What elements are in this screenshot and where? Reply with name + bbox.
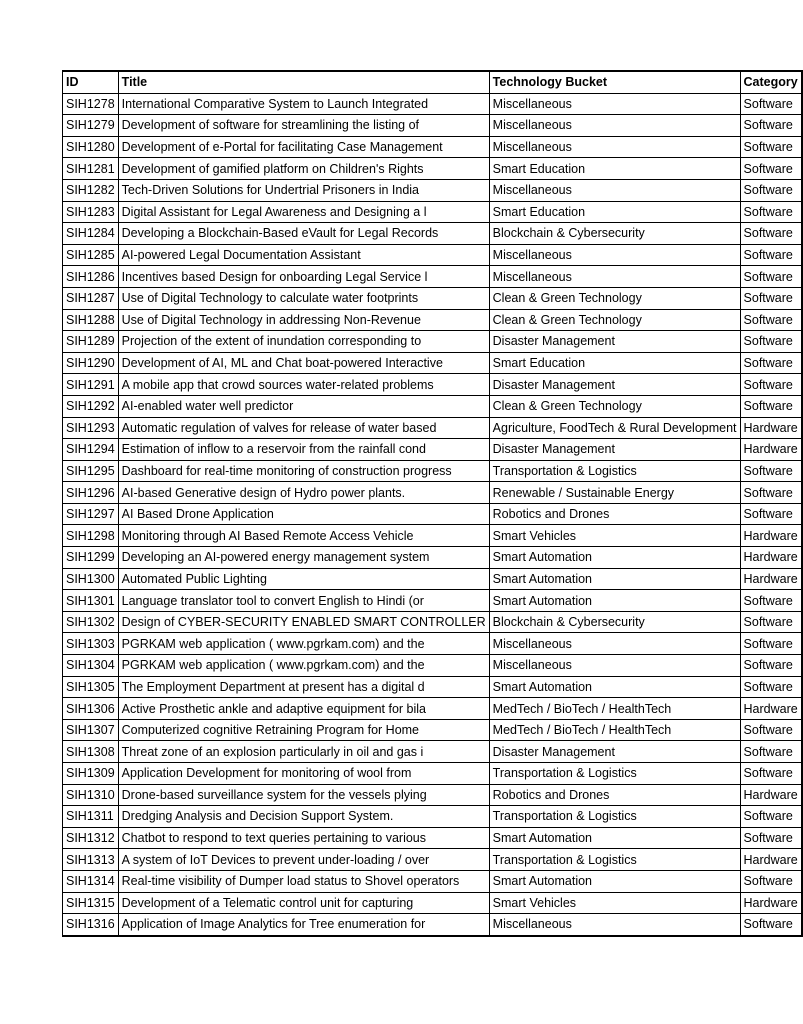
table-row bbox=[63, 849, 802, 871]
table-row bbox=[63, 503, 802, 525]
cell-title: PGRKAM web application ( www.pgrkam.com) and the bbox=[118, 655, 489, 677]
cell-category: Software bbox=[740, 503, 802, 525]
cell-title: AI Based Drone Application bbox=[118, 503, 489, 525]
table-row bbox=[63, 633, 802, 655]
cell-id: SIH1288 bbox=[63, 309, 119, 331]
cell-id: SIH1283 bbox=[63, 201, 119, 223]
cell-technology-bucket: Miscellaneous bbox=[489, 115, 740, 137]
cell-title: Computerized cognitive Retraining Program for Home bbox=[118, 719, 489, 741]
cell-technology-bucket: Disaster Management bbox=[489, 439, 740, 461]
cell-id: SIH1305 bbox=[63, 676, 119, 698]
header-id: ID bbox=[63, 71, 119, 93]
header-title: Title bbox=[118, 71, 489, 93]
header-row bbox=[63, 71, 802, 93]
cell-category: Hardware bbox=[740, 417, 802, 439]
cell-category: Software bbox=[740, 914, 802, 936]
table-row bbox=[63, 784, 802, 806]
cell-technology-bucket: Clean & Green Technology bbox=[489, 287, 740, 309]
cell-title: Development of e-Portal for facilitating Case Management bbox=[118, 136, 489, 158]
cell-id: SIH1287 bbox=[63, 287, 119, 309]
cell-category: Hardware bbox=[740, 698, 802, 720]
cell-title: Use of Digital Technology in addressing Non-Revenue bbox=[118, 309, 489, 331]
cell-category: Software bbox=[740, 741, 802, 763]
cell-technology-bucket: Smart Education bbox=[489, 201, 740, 223]
table-row bbox=[63, 547, 802, 569]
table-row bbox=[63, 892, 802, 914]
cell-technology-bucket: Transportation & Logistics bbox=[489, 806, 740, 828]
cell-id: SIH1311 bbox=[63, 806, 119, 828]
cell-id: SIH1302 bbox=[63, 611, 119, 633]
cell-technology-bucket: Renewable / Sustainable Energy bbox=[489, 482, 740, 504]
cell-technology-bucket: MedTech / BioTech / HealthTech bbox=[489, 698, 740, 720]
cell-id: SIH1297 bbox=[63, 503, 119, 525]
cell-technology-bucket: Smart Automation bbox=[489, 547, 740, 569]
table-row bbox=[63, 309, 802, 331]
cell-category: Software bbox=[740, 655, 802, 677]
table-row bbox=[63, 287, 802, 309]
cell-category: Software bbox=[740, 870, 802, 892]
cell-title: Application of Image Analytics for Tree enumeration for bbox=[118, 914, 489, 936]
cell-id: SIH1282 bbox=[63, 179, 119, 201]
cell-technology-bucket: Disaster Management bbox=[489, 741, 740, 763]
table-body bbox=[63, 93, 802, 936]
cell-technology-bucket: Miscellaneous bbox=[489, 914, 740, 936]
table-row bbox=[63, 870, 802, 892]
cell-title: Real-time visibility of Dumper load status to Shovel operators bbox=[118, 870, 489, 892]
table-row bbox=[63, 158, 802, 180]
cell-technology-bucket: Smart Automation bbox=[489, 676, 740, 698]
cell-title: Development of a Telematic control unit for capturing bbox=[118, 892, 489, 914]
cell-technology-bucket: Smart Automation bbox=[489, 590, 740, 612]
table-row bbox=[63, 611, 802, 633]
cell-category: Software bbox=[740, 633, 802, 655]
table-row bbox=[63, 179, 802, 201]
cell-title: The Employment Department at present has a digital d bbox=[118, 676, 489, 698]
cell-category: Hardware bbox=[740, 892, 802, 914]
cell-technology-bucket: Robotics and Drones bbox=[489, 784, 740, 806]
cell-category: Software bbox=[740, 676, 802, 698]
cell-category: Software bbox=[740, 374, 802, 396]
cell-title: AI-enabled water well predictor bbox=[118, 395, 489, 417]
cell-category: Software bbox=[740, 223, 802, 245]
cell-title: A system of IoT Devices to prevent under-loading / over bbox=[118, 849, 489, 871]
cell-technology-bucket: Miscellaneous bbox=[489, 136, 740, 158]
cell-id: SIH1280 bbox=[63, 136, 119, 158]
header-category: Category bbox=[740, 71, 802, 93]
table-row bbox=[63, 655, 802, 677]
cell-title: International Comparative System to Launch Integrated bbox=[118, 93, 489, 115]
table-row bbox=[63, 374, 802, 396]
cell-technology-bucket: Miscellaneous bbox=[489, 655, 740, 677]
cell-category: Hardware bbox=[740, 439, 802, 461]
cell-technology-bucket: Miscellaneous bbox=[489, 633, 740, 655]
cell-technology-bucket: Disaster Management bbox=[489, 374, 740, 396]
cell-id: SIH1307 bbox=[63, 719, 119, 741]
cell-id: SIH1303 bbox=[63, 633, 119, 655]
cell-title: Development of AI, ML and Chat boat-powered Interactive bbox=[118, 352, 489, 374]
cell-technology-bucket: Miscellaneous bbox=[489, 179, 740, 201]
cell-technology-bucket: Smart Automation bbox=[489, 568, 740, 590]
cell-title: AI-powered Legal Documentation Assistant bbox=[118, 244, 489, 266]
cell-technology-bucket: Miscellaneous bbox=[489, 244, 740, 266]
cell-id: SIH1313 bbox=[63, 849, 119, 871]
table-row bbox=[63, 676, 802, 698]
cell-technology-bucket: Disaster Management bbox=[489, 331, 740, 353]
cell-id: SIH1296 bbox=[63, 482, 119, 504]
cell-category: Hardware bbox=[740, 784, 802, 806]
cell-title: Dashboard for real-time monitoring of construction progress bbox=[118, 460, 489, 482]
cell-id: SIH1278 bbox=[63, 93, 119, 115]
cell-technology-bucket: Transportation & Logistics bbox=[489, 460, 740, 482]
table-row bbox=[63, 115, 802, 137]
cell-technology-bucket: Smart Education bbox=[489, 158, 740, 180]
cell-id: SIH1314 bbox=[63, 870, 119, 892]
cell-id: SIH1293 bbox=[63, 417, 119, 439]
cell-title: Threat zone of an explosion particularly in oil and gas i bbox=[118, 741, 489, 763]
cell-technology-bucket: Agriculture, FoodTech & Rural Development bbox=[489, 417, 740, 439]
header-technology-bucket: Technology Bucket bbox=[489, 71, 740, 93]
cell-id: SIH1290 bbox=[63, 352, 119, 374]
cell-title: Tech-Driven Solutions for Undertrial Prisoners in India bbox=[118, 179, 489, 201]
cell-category: Software bbox=[740, 309, 802, 331]
cell-id: SIH1310 bbox=[63, 784, 119, 806]
cell-id: SIH1289 bbox=[63, 331, 119, 353]
cell-technology-bucket: Transportation & Logistics bbox=[489, 763, 740, 785]
cell-title: Dredging Analysis and Decision Support System. bbox=[118, 806, 489, 828]
cell-technology-bucket: Clean & Green Technology bbox=[489, 309, 740, 331]
table-row bbox=[63, 201, 802, 223]
cell-category: Software bbox=[740, 352, 802, 374]
table-row bbox=[63, 914, 802, 936]
cell-id: SIH1301 bbox=[63, 590, 119, 612]
cell-category: Hardware bbox=[740, 525, 802, 547]
table-row bbox=[63, 590, 802, 612]
cell-category: Software bbox=[740, 460, 802, 482]
table-row bbox=[63, 417, 802, 439]
cell-technology-bucket: MedTech / BioTech / HealthTech bbox=[489, 719, 740, 741]
cell-id: SIH1308 bbox=[63, 741, 119, 763]
table-row bbox=[63, 395, 802, 417]
cell-technology-bucket: Clean & Green Technology bbox=[489, 395, 740, 417]
cell-title: Active Prosthetic ankle and adaptive equipment for bila bbox=[118, 698, 489, 720]
cell-id: SIH1312 bbox=[63, 827, 119, 849]
cell-category: Software bbox=[740, 244, 802, 266]
cell-title: Estimation of inflow to a reservoir from the rainfall cond bbox=[118, 439, 489, 461]
cell-id: SIH1291 bbox=[63, 374, 119, 396]
table-row bbox=[63, 136, 802, 158]
cell-title: Development of software for streamlining the listing of bbox=[118, 115, 489, 137]
cell-id: SIH1306 bbox=[63, 698, 119, 720]
cell-technology-bucket: Smart Vehicles bbox=[489, 525, 740, 547]
table-row bbox=[63, 460, 802, 482]
cell-title: PGRKAM web application ( www.pgrkam.com) and the bbox=[118, 633, 489, 655]
cell-id: SIH1279 bbox=[63, 115, 119, 137]
table-row bbox=[63, 244, 802, 266]
cell-technology-bucket: Miscellaneous bbox=[489, 93, 740, 115]
cell-category: Hardware bbox=[740, 568, 802, 590]
cell-id: SIH1304 bbox=[63, 655, 119, 677]
cell-technology-bucket: Smart Automation bbox=[489, 827, 740, 849]
cell-id: SIH1298 bbox=[63, 525, 119, 547]
cell-category: Software bbox=[740, 763, 802, 785]
cell-id: SIH1292 bbox=[63, 395, 119, 417]
cell-category: Software bbox=[740, 136, 802, 158]
cell-id: SIH1281 bbox=[63, 158, 119, 180]
cell-category: Software bbox=[740, 719, 802, 741]
cell-title: AI-based Generative design of Hydro power plants. bbox=[118, 482, 489, 504]
cell-title: Drone-based surveillance system for the vessels plying bbox=[118, 784, 489, 806]
table-row bbox=[63, 482, 802, 504]
cell-title: Language translator tool to convert English to Hindi (or bbox=[118, 590, 489, 612]
table-row bbox=[63, 223, 802, 245]
cell-technology-bucket: Blockchain & Cybersecurity bbox=[489, 611, 740, 633]
table-row bbox=[63, 806, 802, 828]
cell-id: SIH1299 bbox=[63, 547, 119, 569]
cell-title: Automatic regulation of valves for release of water based bbox=[118, 417, 489, 439]
table-row bbox=[63, 525, 802, 547]
problem-statement-table bbox=[62, 70, 803, 937]
cell-category: Software bbox=[740, 201, 802, 223]
cell-title: Incentives based Design for onboarding Legal Service l bbox=[118, 266, 489, 288]
cell-category: Software bbox=[740, 331, 802, 353]
cell-technology-bucket: Transportation & Logistics bbox=[489, 849, 740, 871]
table-row bbox=[63, 568, 802, 590]
table-row bbox=[63, 827, 802, 849]
table-row bbox=[63, 763, 802, 785]
cell-title: Development of gamified platform on Children's Rights bbox=[118, 158, 489, 180]
cell-id: SIH1316 bbox=[63, 914, 119, 936]
cell-technology-bucket: Smart Automation bbox=[489, 870, 740, 892]
cell-title: Automated Public Lighting bbox=[118, 568, 489, 590]
cell-title: A mobile app that crowd sources water-related problems bbox=[118, 374, 489, 396]
cell-technology-bucket: Miscellaneous bbox=[489, 266, 740, 288]
cell-id: SIH1285 bbox=[63, 244, 119, 266]
table-row bbox=[63, 266, 802, 288]
cell-title: Developing an AI-powered energy management system bbox=[118, 547, 489, 569]
cell-id: SIH1300 bbox=[63, 568, 119, 590]
table-row bbox=[63, 93, 802, 115]
cell-id: SIH1286 bbox=[63, 266, 119, 288]
cell-category: Software bbox=[740, 179, 802, 201]
cell-title: Application Development for monitoring of wool from bbox=[118, 763, 489, 785]
cell-title: Design of CYBER-SECURITY ENABLED SMART CONTROLLER bbox=[118, 611, 489, 633]
cell-title: Projection of the extent of inundation corresponding to bbox=[118, 331, 489, 353]
cell-category: Hardware bbox=[740, 849, 802, 871]
cell-category: Software bbox=[740, 611, 802, 633]
cell-id: SIH1294 bbox=[63, 439, 119, 461]
cell-category: Software bbox=[740, 827, 802, 849]
cell-category: Software bbox=[740, 158, 802, 180]
table-row bbox=[63, 439, 802, 461]
table-row bbox=[63, 741, 802, 763]
cell-technology-bucket: Robotics and Drones bbox=[489, 503, 740, 525]
cell-title: Monitoring through AI Based Remote Access Vehicle bbox=[118, 525, 489, 547]
cell-category: Software bbox=[740, 482, 802, 504]
cell-technology-bucket: Smart Education bbox=[489, 352, 740, 374]
cell-title: Chatbot to respond to text queries pertaining to various bbox=[118, 827, 489, 849]
cell-title: Use of Digital Technology to calculate water footprints bbox=[118, 287, 489, 309]
cell-category: Software bbox=[740, 287, 802, 309]
cell-id: SIH1284 bbox=[63, 223, 119, 245]
table-row bbox=[63, 331, 802, 353]
cell-title: Digital Assistant for Legal Awareness and Designing a l bbox=[118, 201, 489, 223]
table-row bbox=[63, 698, 802, 720]
cell-id: SIH1295 bbox=[63, 460, 119, 482]
cell-category: Software bbox=[740, 590, 802, 612]
cell-id: SIH1315 bbox=[63, 892, 119, 914]
cell-technology-bucket: Smart Vehicles bbox=[489, 892, 740, 914]
cell-technology-bucket: Blockchain & Cybersecurity bbox=[489, 223, 740, 245]
cell-category: Software bbox=[740, 93, 802, 115]
table-row bbox=[63, 352, 802, 374]
cell-category: Software bbox=[740, 395, 802, 417]
table-row bbox=[63, 719, 802, 741]
cell-category: Software bbox=[740, 266, 802, 288]
cell-category: Software bbox=[740, 115, 802, 137]
cell-title: Developing a Blockchain-Based eVault for Legal Records bbox=[118, 223, 489, 245]
cell-id: SIH1309 bbox=[63, 763, 119, 785]
cell-category: Software bbox=[740, 806, 802, 828]
cell-category: Hardware bbox=[740, 547, 802, 569]
